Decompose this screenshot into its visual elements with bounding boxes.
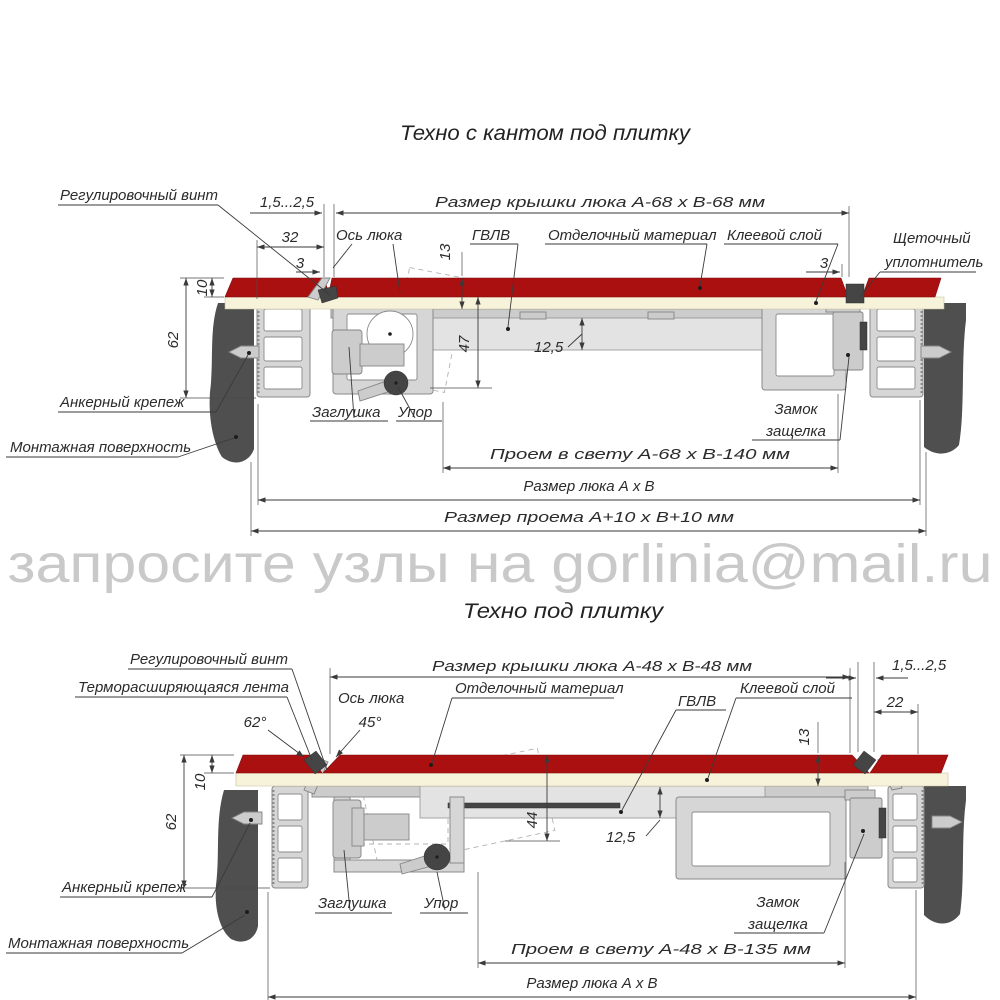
lock-assembly bbox=[762, 300, 867, 390]
label-stop: Упор bbox=[398, 404, 433, 421]
top-section-diagram bbox=[6, 122, 983, 536]
dim-clear-opening: Проем в свету А-68 х В-140 мм bbox=[490, 446, 790, 463]
bottom-section-diagram bbox=[6, 600, 966, 1000]
label-gvl: ГВЛВ bbox=[472, 227, 511, 244]
dim-12-5: 12,5 bbox=[534, 339, 564, 356]
mounting-wall-right bbox=[924, 786, 966, 924]
mounting-wall-right bbox=[924, 303, 966, 454]
label-plug: Заглушка bbox=[312, 404, 381, 421]
plug-block bbox=[332, 330, 362, 374]
stiffener-bar-1 bbox=[448, 803, 620, 808]
top-diagram-title: Техно с кантом под плитку bbox=[400, 122, 692, 145]
dim-opening-size: Размер проема А+10 х В+10 мм bbox=[444, 509, 734, 526]
adhesive-layer bbox=[236, 773, 948, 786]
gvl-panel bbox=[424, 318, 766, 353]
watermark-text: запросите узлы на gorlinia@mail.ru bbox=[7, 534, 993, 594]
outer-tile-right bbox=[862, 278, 941, 297]
dim-hatch-size: Размер люка А х В bbox=[526, 975, 658, 992]
label-stop: Упор bbox=[424, 895, 459, 912]
adjust-screw-body bbox=[360, 344, 404, 366]
label-brush-seal-1: Щеточный bbox=[893, 230, 971, 247]
label-lock-1: Замок bbox=[756, 894, 800, 911]
dim-10: 10 bbox=[194, 279, 211, 297]
lid-tile bbox=[323, 755, 869, 773]
dim-47: 47 bbox=[456, 335, 473, 353]
label-finish-material: Отделочный материал bbox=[455, 680, 624, 697]
lock-assembly bbox=[676, 790, 886, 879]
dim-angle-45: 45° bbox=[358, 714, 382, 731]
label-gap-dim: 1,5...2,5 bbox=[259, 194, 315, 211]
label-lock-2: защелка bbox=[766, 423, 826, 440]
hinge-assembly bbox=[332, 302, 433, 401]
latch-bar bbox=[879, 808, 886, 838]
dim-62: 62 bbox=[163, 813, 180, 831]
label-hatch-axis: Ось люка bbox=[338, 690, 405, 707]
label-gap-dim: 1,5...2,5 bbox=[892, 657, 947, 674]
dim-22: 22 bbox=[886, 694, 904, 711]
panel-clip-2 bbox=[648, 312, 674, 319]
label-hatch-axis: Ось люка bbox=[336, 227, 403, 244]
lock-block bbox=[833, 312, 863, 370]
label-lid-size: Размер крышки люка А-48 х В-48 мм bbox=[432, 658, 752, 675]
label-lock-2: защелка bbox=[748, 916, 808, 933]
lock-block bbox=[850, 798, 882, 858]
dim-hatch-size: Размер люка А х В bbox=[523, 478, 655, 495]
latch-bar bbox=[860, 322, 867, 350]
label-glue-layer: Клеевой слой bbox=[740, 680, 835, 697]
bottom-diagram-title: Техно под плитку bbox=[463, 600, 665, 623]
dim-3-right: 3 bbox=[819, 255, 829, 272]
label-thermo-tape: Терморасширяющаяся лента bbox=[78, 679, 289, 696]
dim-13: 13 bbox=[796, 728, 813, 746]
label-anchor: Анкерный крепеж bbox=[62, 879, 187, 896]
label-adjust-screw: Регулировочный винт bbox=[60, 187, 219, 204]
outer-frame-right bbox=[870, 300, 923, 397]
dim-10: 10 bbox=[192, 773, 209, 791]
dim-clear-opening: Проем в свету А-48 х В-135 мм bbox=[511, 941, 811, 958]
dim-angle-62: 62° bbox=[243, 714, 267, 731]
label-lock-1: Замок bbox=[774, 401, 818, 418]
label-mount-surface: Монтажная поверхность bbox=[8, 935, 190, 952]
dim-3-left: 3 bbox=[295, 255, 305, 272]
outer-frame-left bbox=[257, 300, 310, 397]
label-anchor: Анкерный крепеж bbox=[60, 394, 185, 411]
dim-62: 62 bbox=[165, 331, 182, 349]
adjust-screw-body bbox=[361, 814, 409, 840]
dim-13: 13 bbox=[437, 243, 454, 261]
brush-seal bbox=[846, 284, 864, 303]
label-glue-layer: Клеевой слой bbox=[727, 227, 822, 244]
panel-clip-1 bbox=[520, 312, 546, 319]
label-brush-seal-2: уплотнитель bbox=[885, 254, 984, 271]
lid-tile bbox=[328, 278, 848, 297]
outer-tile-right bbox=[870, 755, 948, 773]
label-lid-size: Размер крышки люка А-68 х В-68 мм bbox=[435, 194, 765, 211]
label-plug: Заглушка bbox=[318, 895, 387, 912]
label-adjust-screw: Регулировочный винт bbox=[130, 651, 289, 668]
dim-44: 44 bbox=[524, 811, 541, 829]
label-gvl: ГВЛВ bbox=[678, 693, 717, 710]
label-mount-surface: Монтажная поверхность bbox=[10, 439, 192, 456]
dim-32: 32 bbox=[281, 229, 299, 246]
dim-12-5: 12,5 bbox=[606, 829, 636, 846]
label-finish-material: Отделочный материал bbox=[548, 227, 717, 244]
